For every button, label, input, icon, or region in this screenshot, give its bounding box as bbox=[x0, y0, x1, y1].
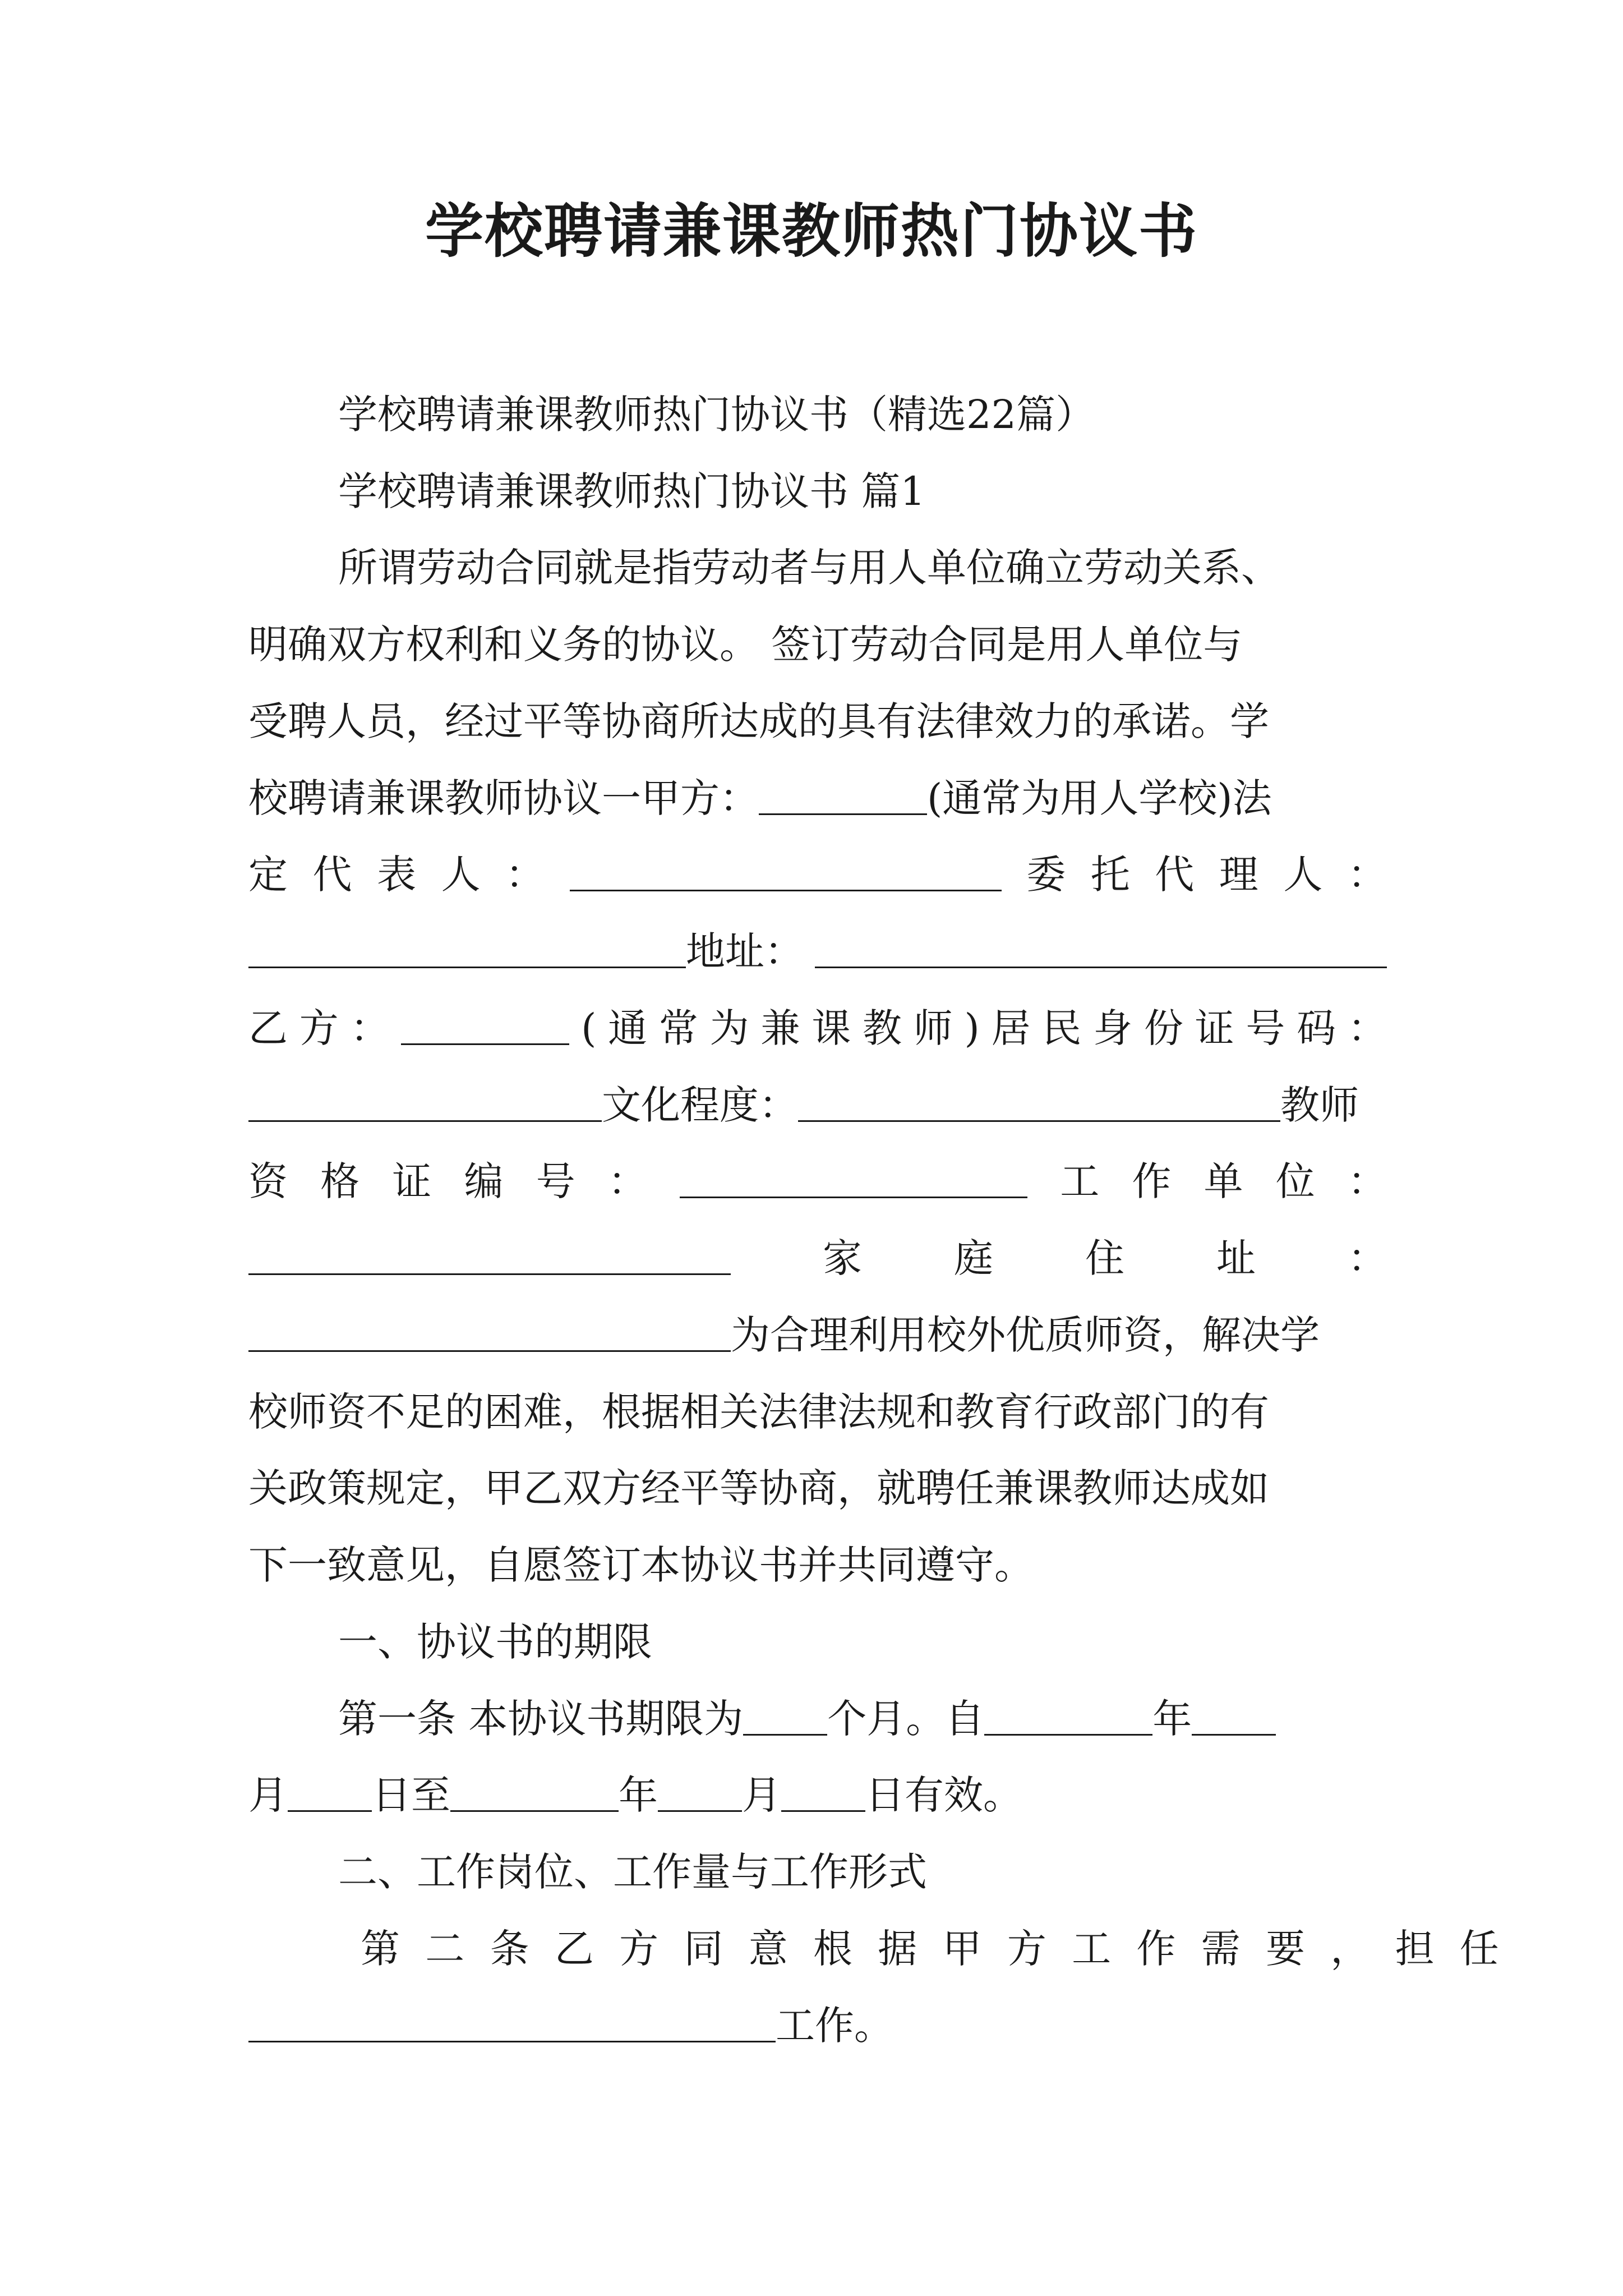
paragraph-line: 受聘人员，经过平等协商所达成的具有法律效力的承诺。学 bbox=[248, 698, 1269, 744]
article-1-line: 第一条 本协议书期限为 个月。自 年 bbox=[248, 1692, 1477, 1746]
education-blank bbox=[798, 1114, 1280, 1122]
position-blank bbox=[248, 2034, 776, 2042]
paragraph-line: 所谓劳动合同就是指劳动者与用人单位确立劳动关系、 bbox=[338, 545, 1280, 591]
start-year-blank bbox=[984, 1727, 1152, 1736]
legal-rep-label: 定 bbox=[248, 852, 288, 898]
subtitle: 学校聘请兼课教师热门协议书（精选22篇） bbox=[338, 392, 1095, 438]
party-b-blank bbox=[401, 1037, 569, 1045]
paragraph-line: 为合理利用校外优质师资，解决学 bbox=[248, 1308, 1387, 1362]
start-day-blank bbox=[288, 1803, 372, 1812]
section-heading: 一、协议书的期限 bbox=[338, 1619, 652, 1665]
certificate-line: 资 格 证 编 号 ： 工 作 单 位 ： bbox=[248, 1154, 1387, 1208]
section-heading: 二、工作岗位、工作量与工作形式 bbox=[338, 1849, 927, 1895]
agent-blank bbox=[248, 960, 686, 968]
party-a-label: 校聘请兼课教师协议一甲方： bbox=[248, 775, 759, 821]
paragraph-line: 明确双方权利和义务的协议。 签订劳动合同是用人单位与 bbox=[248, 622, 1243, 668]
home-address-blank bbox=[248, 1343, 731, 1352]
party-b-line: 乙 方 ： ( 通 常 为 兼 课 教 师 ) 居 民 身 份 证 号 码 ： bbox=[248, 1001, 1387, 1055]
home-address-label: 家 bbox=[823, 1235, 862, 1281]
end-year-blank bbox=[450, 1803, 619, 1812]
piece-heading: 学校聘请兼课教师热门协议书 篇1 bbox=[338, 468, 925, 514]
party-a-line bbox=[248, 771, 1387, 825]
paragraph-line: 下一致意见，自愿签订本协议书并共同遵守。 bbox=[248, 1542, 1034, 1588]
article-2-line: 工作。 bbox=[248, 1999, 1387, 2053]
certificate-blank bbox=[680, 1190, 1027, 1198]
agent-label: 委 bbox=[1026, 852, 1066, 898]
end-month-blank bbox=[658, 1803, 742, 1812]
months-blank bbox=[743, 1727, 827, 1736]
document-title: 学校聘请兼课教师热门协议书 bbox=[425, 197, 1198, 265]
address-blank bbox=[815, 960, 1387, 968]
representative-line: 定 代 表 人 ： 委 托 代 理 人 ： bbox=[248, 848, 1387, 901]
certificate-label: 资 bbox=[248, 1158, 288, 1204]
article-1-line: 月 日至 年 月 日有效。 bbox=[248, 1772, 1022, 1818]
workplace-label: 工 bbox=[1060, 1158, 1100, 1204]
home-address-line: 家 庭 住 址 ： bbox=[248, 1231, 1387, 1285]
address-label: 地址： bbox=[686, 928, 804, 974]
teacher-label: 教师 bbox=[1280, 1082, 1359, 1128]
legal-rep-blank bbox=[570, 883, 1002, 891]
paragraph-line: 校师资不足的困难，根据相关法律法规和教育行政部门的有 bbox=[248, 1389, 1269, 1435]
party-a-blank bbox=[759, 807, 927, 815]
workplace-blank bbox=[248, 1267, 731, 1275]
start-month-blank bbox=[1192, 1727, 1276, 1736]
article-2-line: 第 二 条 乙 方 同 意 根 据 甲 方 工 作 需 要 ， 担 任 bbox=[361, 1926, 1499, 1972]
id-number-blank bbox=[248, 1114, 602, 1122]
education-line bbox=[248, 1078, 1387, 1132]
address-line bbox=[248, 924, 1387, 978]
end-day-blank bbox=[781, 1803, 865, 1812]
paragraph-line: 关政策规定，甲乙双方经平等协商，就聘任兼课教师达成如 bbox=[248, 1465, 1269, 1511]
party-a-note: (通常为用人学校)法 bbox=[927, 775, 1272, 821]
party-b-label: 乙 bbox=[248, 1005, 288, 1051]
id-number-label: 居 bbox=[991, 1005, 1031, 1051]
education-label: 文化程度： bbox=[602, 1082, 798, 1128]
